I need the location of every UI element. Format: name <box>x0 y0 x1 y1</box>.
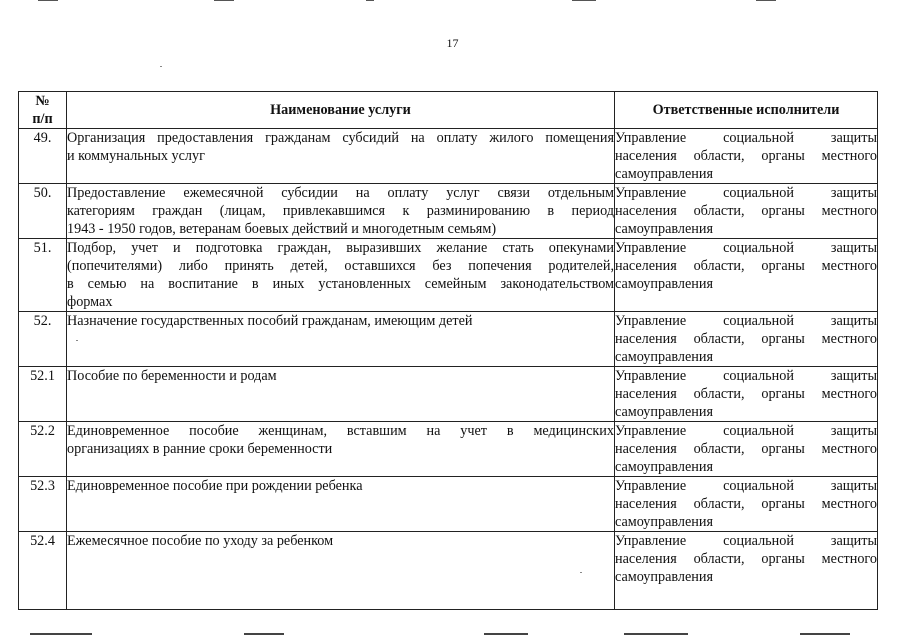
service-name-line: и коммунальных услуг <box>67 148 205 164</box>
responsible-line: самоуправления <box>615 276 713 292</box>
service-name <box>67 312 615 367</box>
service-name-line: в семью на воспитание в иных установленных семейным законодательством <box>67 276 614 292</box>
service-name-line: Организация предоставления гражданам субсидий на оплату жилого помещения <box>67 130 614 146</box>
scan-mark <box>214 0 234 1</box>
responsible-line: Управление социальной защиты <box>615 478 877 494</box>
row-number: 49. <box>19 129 67 184</box>
service-name <box>67 477 615 532</box>
responsible-line: самоуправления <box>615 349 713 365</box>
responsible-executors <box>615 477 878 532</box>
service-name-line: формах <box>67 294 113 310</box>
row-number: 52.3 <box>19 477 67 532</box>
service-name-line: Пособие по беременности и родам <box>67 368 277 384</box>
responsible-executors <box>615 239 878 312</box>
scan-mark <box>484 633 528 635</box>
service-name <box>67 129 615 184</box>
header-responsible: Ответственные исполнители <box>615 92 878 129</box>
header-number-abbr: п/п <box>32 111 53 127</box>
row-number: 52.1 <box>19 367 67 422</box>
responsible-line: Управление социальной защиты <box>615 313 877 329</box>
responsible-line: населения области, органы местного <box>615 148 877 164</box>
responsible-line: самоуправления <box>615 221 713 237</box>
responsible-line: населения области, органы местного <box>615 441 877 457</box>
scan-mark <box>38 0 58 1</box>
table-row <box>19 367 878 422</box>
service-name <box>67 367 615 422</box>
header-number <box>19 92 67 129</box>
responsible-line: самоуправления <box>615 514 713 530</box>
row-number: 52.4 <box>19 532 67 610</box>
table-header-row <box>19 92 878 129</box>
service-name-line: Назначение государственных пособий гражданам, имеющим детей <box>67 313 473 329</box>
table-row <box>19 477 878 532</box>
scan-mark <box>624 633 688 635</box>
services-table <box>18 91 878 610</box>
table-row <box>19 532 878 610</box>
service-name-line: Предоставление ежемесячной субсидии на оплату услуг связи отдельным <box>67 185 614 201</box>
scan-mark <box>572 0 596 1</box>
responsible-line: населения области, органы местного <box>615 331 877 347</box>
responsible-line: населения области, органы местного <box>615 386 877 402</box>
scan-mark <box>244 633 284 635</box>
header-number-symbol: № <box>35 93 50 109</box>
row-number: 52.2 <box>19 422 67 477</box>
table-row <box>19 312 878 367</box>
responsible-line: Управление социальной защиты <box>615 130 877 146</box>
responsible-line: населения области, органы местного <box>615 551 877 567</box>
row-number: 52. <box>19 312 67 367</box>
responsible-line: самоуправления <box>615 569 713 585</box>
scan-mark <box>366 0 374 1</box>
responsible-line: Управление социальной защиты <box>615 533 877 549</box>
service-name-line: Подбор, учет и подготовка граждан, выразивших желание стать опекунами <box>67 240 614 256</box>
responsible-line: Управление социальной защиты <box>615 240 877 256</box>
responsible-executors <box>615 129 878 184</box>
service-name-line: организациях в ранние сроки беременности <box>67 441 333 457</box>
service-name <box>67 532 615 610</box>
service-name-line: Ежемесячное пособие по уходу за ребенком <box>67 533 334 549</box>
responsible-executors <box>615 312 878 367</box>
row-number: 51. <box>19 239 67 312</box>
responsible-line: Управление социальной защиты <box>615 185 877 201</box>
table-row <box>19 239 878 312</box>
header-service-name: Наименование услуги <box>67 92 615 129</box>
service-name-line: 1943 - 1950 годов, ветеранам боевых действий и многодетным семьям) <box>67 221 497 237</box>
service-name-line: категориям граждан (лицам, привлекавшимся к разминированию в период <box>67 203 614 219</box>
table-row <box>19 129 878 184</box>
responsible-line: самоуправления <box>615 404 713 420</box>
responsible-executors <box>615 422 878 477</box>
scan-mark <box>800 633 850 635</box>
responsible-line: населения области, органы местного <box>615 496 877 512</box>
responsible-line: самоуправления <box>615 459 713 475</box>
responsible-line: населения области, органы местного <box>615 203 877 219</box>
responsible-executors <box>615 184 878 239</box>
service-name-line: Единовременное пособие женщинам, вставшим на учет в медицинских <box>67 423 614 439</box>
responsible-line: Управление социальной защиты <box>615 368 877 384</box>
responsible-executors <box>615 367 878 422</box>
responsible-line: Управление социальной защиты <box>615 423 877 439</box>
service-name <box>67 422 615 477</box>
service-name <box>67 184 615 239</box>
scan-speck <box>160 66 162 67</box>
row-number: 50. <box>19 184 67 239</box>
service-name-line: Единовременное пособие при рождении ребенка <box>67 478 363 494</box>
service-name <box>67 239 615 312</box>
page-number: 17 <box>446 36 459 50</box>
scan-mark <box>756 0 776 1</box>
service-name-line: (попечителями) либо принять детей, оставшихся без попечения родителей, <box>67 258 614 274</box>
responsible-executors <box>615 532 878 610</box>
scan-mark <box>30 633 92 635</box>
table-row <box>19 422 878 477</box>
table-row <box>19 184 878 239</box>
responsible-line: самоуправления <box>615 166 713 182</box>
responsible-line: населения области, органы местного <box>615 258 877 274</box>
